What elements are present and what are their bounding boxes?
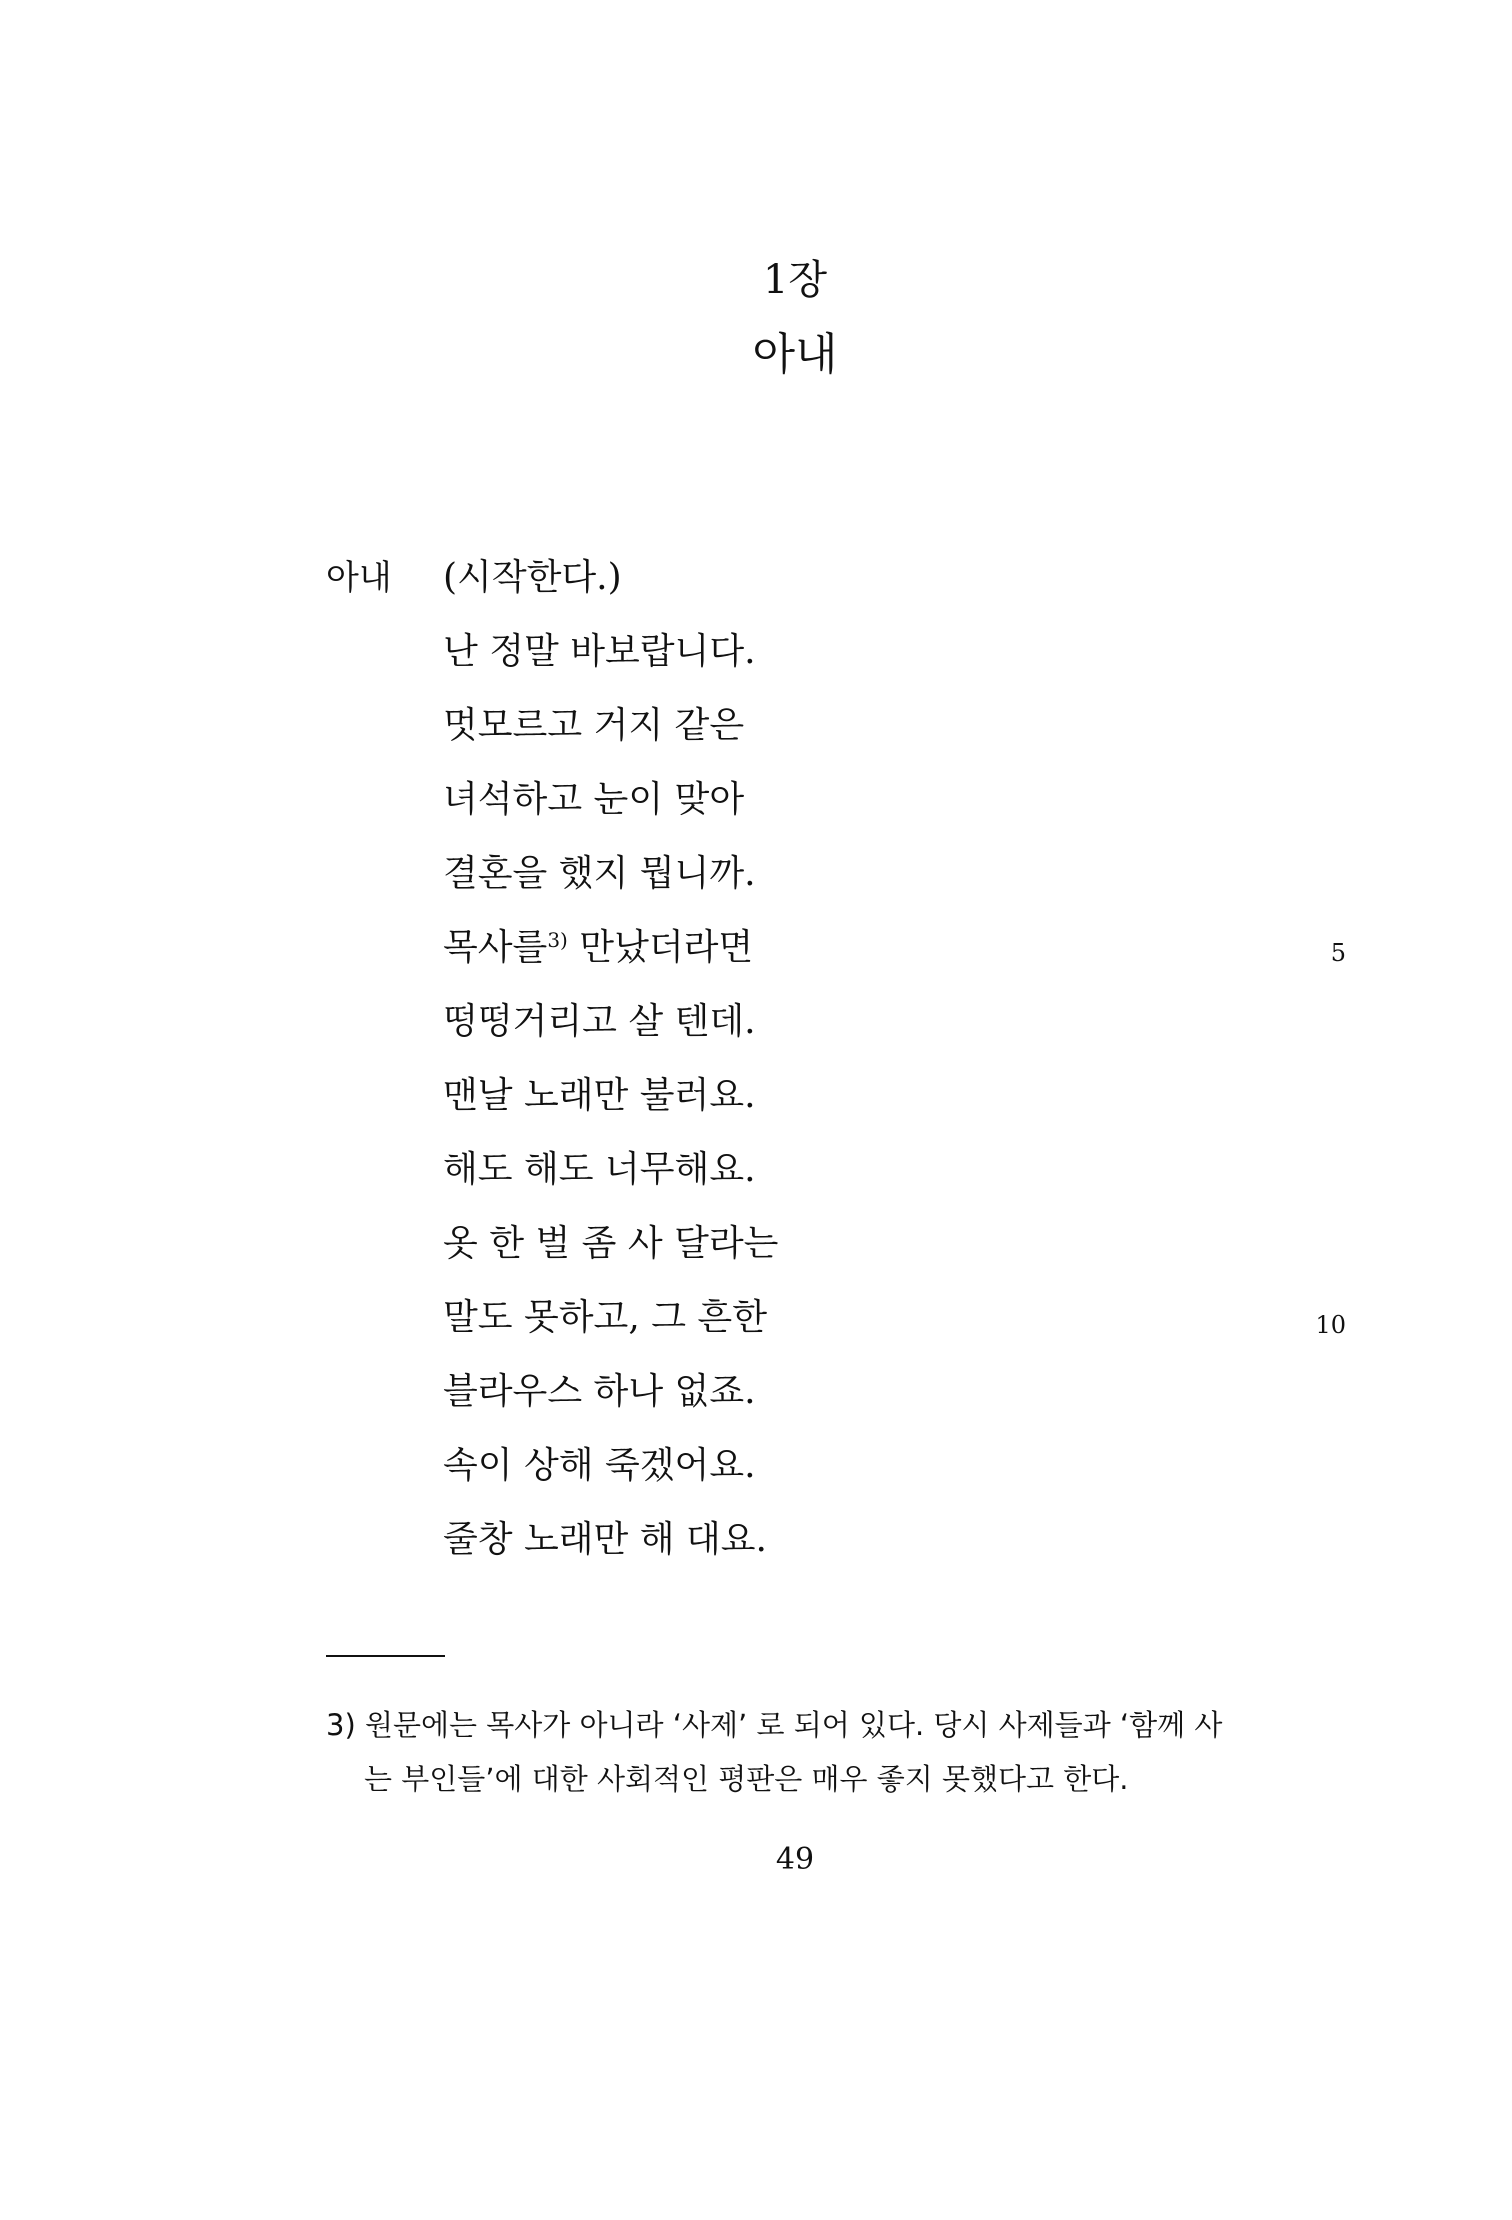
footnote-reference[interactable]: 3) xyxy=(547,928,568,952)
verse-line: 녀석하고 눈이 맞아 xyxy=(443,779,745,820)
verse-line: 난 정말 바보랍니다. xyxy=(443,631,756,672)
verse-line: 맨날 노래만 불러요. xyxy=(443,1075,756,1116)
line-number-5: 5 xyxy=(1330,939,1346,967)
verse-line-with-footnote xyxy=(443,923,778,997)
verse-line: 결혼을 했지 뭡니까. xyxy=(443,853,756,894)
footnote xyxy=(326,1698,1346,1806)
verse-line: 옷 한 벌 좀 사 달라는 xyxy=(443,1223,779,1264)
chapter-number: 1장 xyxy=(762,257,828,303)
verse-line-text: 목사를 xyxy=(443,927,548,968)
verse-block xyxy=(443,553,778,1589)
footnote-divider xyxy=(326,1655,445,1657)
speaker-name: 아내 xyxy=(326,558,392,598)
verse-line: 떵떵거리고 살 텐데. xyxy=(443,1001,756,1042)
chapter-title: 아내 xyxy=(752,329,838,380)
page-number: 49 xyxy=(775,1842,815,1877)
stage-direction: (시작한다.) xyxy=(443,557,622,598)
verse-line-text-continued: 만났더라면 xyxy=(567,927,754,968)
verse-line: 멋모르고 거지 같은 xyxy=(443,705,745,746)
verse-line: 블라우스 하나 없죠. xyxy=(443,1371,756,1412)
verse-line: 속이 상해 죽겠어요. xyxy=(443,1445,756,1486)
line-number-10: 10 xyxy=(1315,1311,1346,1339)
footnote-line-1: 3) 원문에는 목사가 아니라 ‘사제’ 로 되어 있다. 당시 사제들과 ‘함께 사 xyxy=(326,1708,1223,1742)
verse-line: 줄창 노래만 해 대요. xyxy=(443,1519,767,1560)
footnote-line-2: 는 부인들’에 대한 사회적인 평판은 매우 좋지 못했다고 한다. xyxy=(364,1762,1129,1796)
verse-line: 말도 못하고, 그 흔한 xyxy=(443,1297,767,1338)
verse-line: 해도 해도 너무해요. xyxy=(443,1149,756,1190)
